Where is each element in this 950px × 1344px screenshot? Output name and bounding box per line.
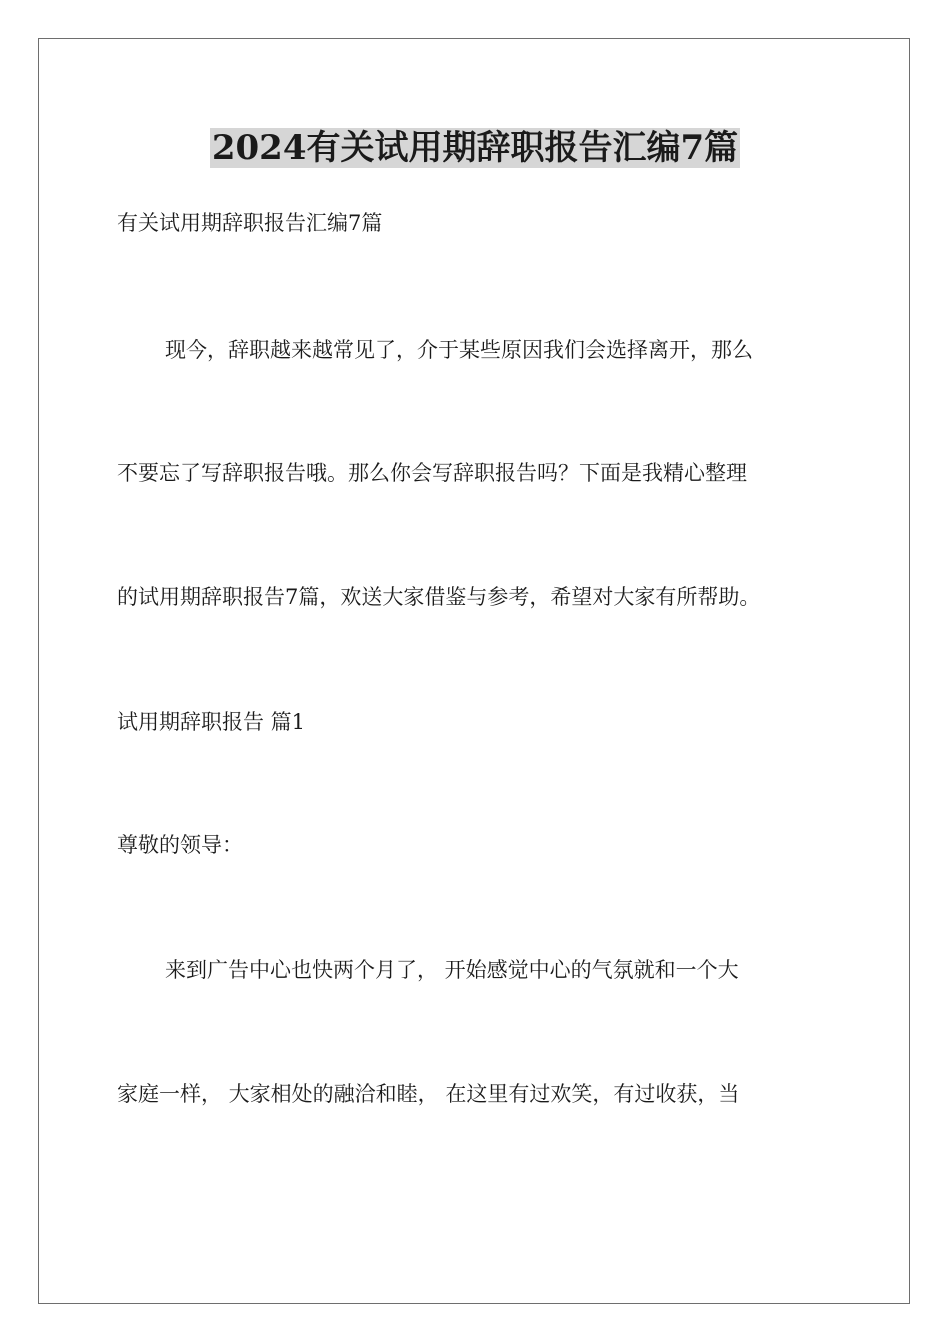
document-title (0, 126, 950, 170)
body-line-2: 家庭一样， 大家相处的融洽和睦， 在这里有过欢笑，有过收获，当 (117, 1082, 740, 1106)
salutation: 尊敬的领导： (117, 833, 243, 857)
subtitle-line: 有关试用期辞职报告汇编7篇 (117, 211, 383, 235)
intro-line-3: 的试用期辞职报告7篇，欢送大家借鉴与参考，希望对大家有所帮助。 (117, 585, 761, 609)
document-title-text: 2024有关试用期辞职报告汇编7篇 (211, 128, 739, 168)
intro-line-2: 不要忘了写辞职报告哦。那么你会写辞职报告吗？下面是我精心整理 (117, 461, 747, 485)
section-heading: 试用期辞职报告 篇1 (117, 710, 306, 734)
body-line-1: 来到广告中心也快两个月了， 开始感觉中心的气氛就和一个大 (165, 958, 739, 982)
intro-line-1: 现今，辞职越来越常见了，介于某些原因我们会选择离开，那么 (165, 338, 753, 362)
